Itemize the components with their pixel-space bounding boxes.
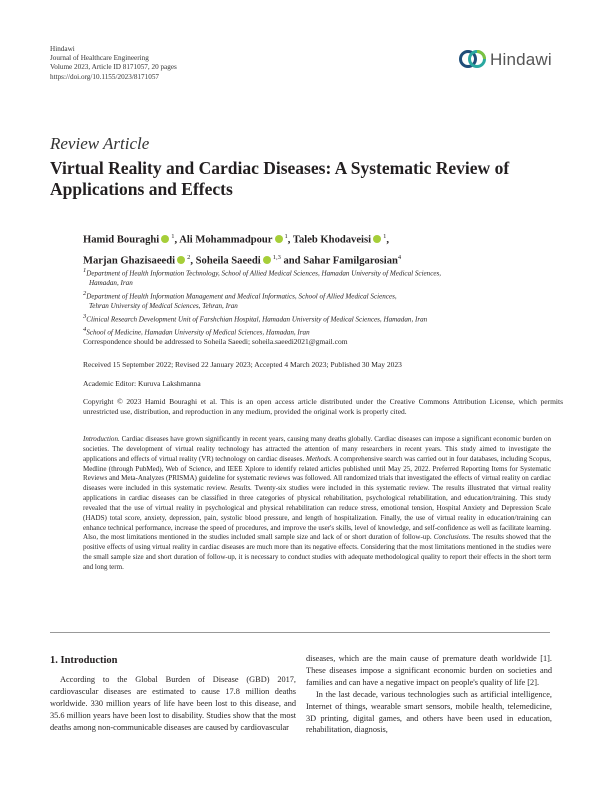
abstract-methods-label: Methods.	[305, 454, 333, 463]
abstract-results-label: Results.	[229, 484, 252, 493]
section-heading: 1. Introduction	[50, 655, 118, 666]
right-column	[306, 653, 552, 736]
article-title: Virtual Reality and Cardiac Diseases: A Systematic Review of Applications and Effects	[50, 158, 510, 199]
affiliation-item-cont: Hamadan, Iran	[89, 279, 133, 288]
affiliation-item: $^3$Clinical Research Development Unit of Farshchian Hospital, Hamadan University of Medical Sciences, Hamadan, Iran	[83, 312, 428, 323]
affiliation-item: $^2$Department of Health Information Management and Medical Informatics, School of Allied Medical Sciences,	[83, 289, 397, 301]
paragraph: According to the Global Burden of Disease (GBD) 2017, cardiovascular diseases are estimated to cause 17.8 million deaths worldwide. 330 million years of life have been lost to this disease, and 35.6 million years have been lost to disability. Studies show that the most deaths among non-communicable diseases are caused by cardiovascular	[50, 675, 296, 732]
author-name: Taleb Khodaveisi	[292, 234, 372, 246]
academic-editor: Academic Editor: Kuruva Lakshmanna	[83, 379, 201, 388]
abstract-conclusions-label: Conclusions.	[433, 533, 471, 542]
publisher-name: Hindawi	[50, 45, 75, 53]
correspondence: Correspondence should be addressed to Soheila Saeedi; soheila.saeedi2021@gmail.com	[83, 337, 348, 346]
affiliations	[83, 266, 563, 338]
hindawi-logo-icon	[458, 46, 488, 72]
abstract-conclusions: The results showed that the positive effects of using virtual reality in cardiac diseases are much more than its negative effects. Considering that the most limitations mentioned in the studies were the small sample size and short duration of follow-up, it is necessary to conduct studies with adequate methodological quality to report their effects in the short term and long term.	[83, 533, 551, 571]
article-type: Review Article	[50, 134, 150, 153]
logo-wordmark: Hindawi	[490, 50, 552, 69]
abstract	[83, 435, 551, 573]
journal-name: Journal of Healthcare Engineering	[50, 54, 149, 63]
paragraph: diseases, which are the main cause of premature death worldwide [1]. These diseases impose a significant economic burden on societies and families and can have a negative impact on people's quality of life [2].	[306, 654, 552, 687]
article-dates: Received 15 September 2022; Revised 22 January 2023; Accepted 4 March 2023; Published 30 May 2023	[83, 360, 402, 369]
copyright-notice: Copyright © 2023 Hamid Bouraghi et al. This is an open access article distributed under the Creative Commons Attribution License, which permits unrestricted use, distribution, and reproduction in any medium, provided the original work is properly cited.	[83, 397, 563, 416]
author-name: Marjan Ghazisaeedi	[83, 255, 176, 267]
orcid-icon[interactable]	[275, 235, 283, 243]
affiliation-item: $^1$Department of Health Information Technology, School of Allied Medical Sciences, Hamadan University of Medical Sciences,	[83, 267, 442, 278]
left-column	[50, 674, 296, 734]
affiliation-item-cont: Tehran University of Medical Sciences, Tehran, Iran	[89, 301, 238, 310]
author-name: Sahar Familgarosian	[303, 255, 398, 267]
abstract-intro-label: Introduction.	[83, 435, 120, 443]
abstract-intro: Cardiac diseases have grown significantly in recent years, causing many deaths globally. Cardiac diseases can impose a significant economic burden on societies. The development of virtual reality technology has attracted the attention of many researchers in recent years. This study aimed to investigate the applications and effects of virtual reality (VR) technology on cardiac diseases.	[83, 435, 552, 463]
affiliation-item: $^4$School of Medicine, Hamadan University of Medical Sciences, Hamadan, Iran	[83, 325, 310, 336]
orcid-icon[interactable]	[373, 235, 381, 243]
paragraph: In the last decade, various technologies such as artificial intelligence, Internet of things, wearable smart sensors, mobile health, telemedicine, 3D printing, digital games, and others have been used in education, rehabilitation, diagnosis,	[306, 689, 552, 735]
orcid-icon[interactable]	[177, 256, 185, 264]
author-name: Soheila Saeedi	[195, 255, 261, 267]
orcid-icon[interactable]	[161, 235, 169, 243]
volume-info: Volume 2023, Article ID 8171057, 20 pages	[50, 63, 177, 72]
author-name: Hamid Bouraghi	[83, 234, 160, 246]
hindawi-logo	[458, 46, 558, 72]
orcid-icon[interactable]	[263, 256, 271, 264]
author-list: Hamid BouraghiiD $^1$, Ali MohammadpouriD $^1$, Taleb KhodaveisiiD $^1$, Marjan GhazisaeediiD $^2$, Soheila SaeediiD $^{1,3}$ and Sahar Familgarosian$^4$	[83, 228, 563, 269]
author-name: Ali Mohammadpour	[179, 234, 273, 246]
divider	[50, 632, 550, 633]
abstract-results: Twenty-six studies were included in this systematic review. The results illustrated that virtual reality applications in cardiac diseases can be classified in three categories of physical rehabilitation, psychological rehabilitation, and education/training. This study revealed that the use of virtual reality in psychological and physical rehabilitation can reduce stress, emotional tension, Hospital Anxiety and Depression Scale (HADS) total score, anxiety, depression, pain, systolic blood pressure, and length of hospitalization. Finally, the use of virtual reality in education/training can enhance technical performance, increase the speed of procedures, and improve the user's skills, level of knowledge, and self-confidence as well as facilitate learning. Also, the most limitations mentioned in the studies included small sample size and lack of or short duration of follow-up.	[83, 484, 551, 542]
journal-meta	[50, 45, 177, 82]
doi-link[interactable]: https://doi.org/10.1155/2023/8171057	[50, 72, 160, 81]
abstract-methods: A comprehensive search was carried out in four databases, including Scopus, Medline (through PubMed), Web of Science, and IEEE Xplore to identify related articles published until May 25, 2022. Preferred Reporting Items for Systematic Reviews and Meta-Analyzes (PRISMA) guideline for systematic reviews was followed. All randomized trials that investigated the effects of virtual reality on cardiac diseases were included in this systematic review.	[83, 454, 552, 493]
